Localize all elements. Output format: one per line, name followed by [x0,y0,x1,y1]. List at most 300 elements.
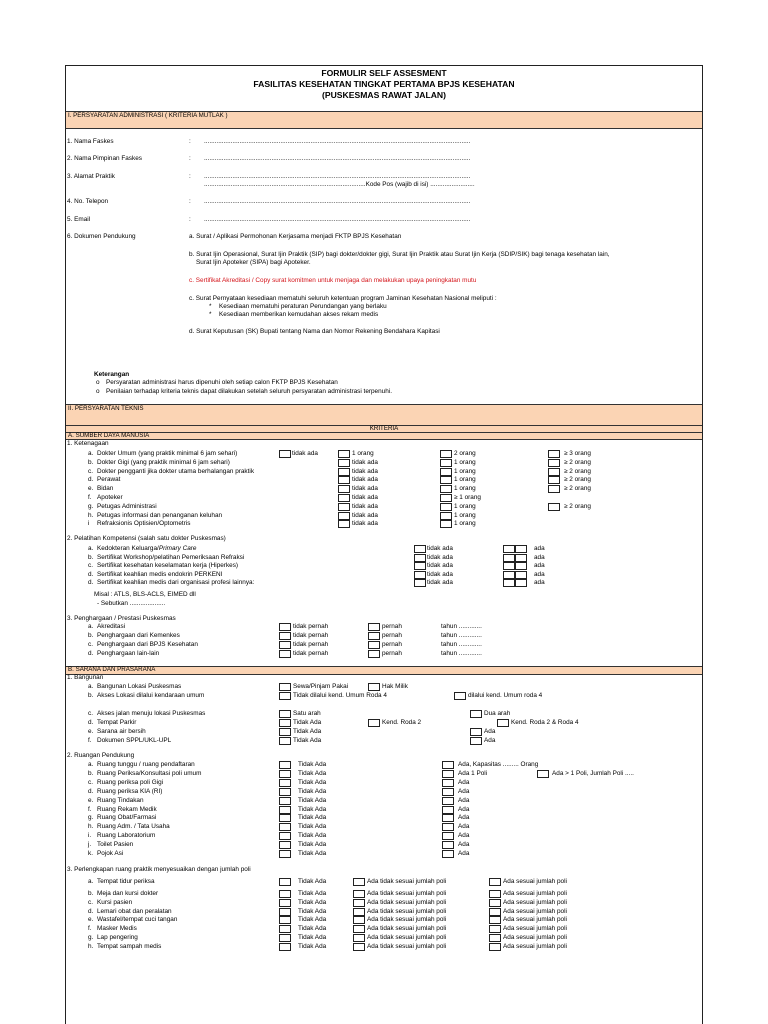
building-option-checkbox[interactable] [279,737,291,745]
dokumen-e: d. Surat Keputusan (SK) Bupati tentang Nama dan Nomor Rekening Bendahara Kapitasi [189,328,440,335]
room-b-multi-checkbox[interactable] [537,770,549,778]
training-option-checkbox[interactable] [515,554,527,562]
staff-option-checkbox[interactable] [338,450,350,458]
equipment-label: Lap pengering [97,934,138,941]
staff-option: ≥ 2 orang [564,468,591,475]
award-option: tidak pernah [293,632,329,639]
training-option: ada [534,579,545,586]
equipment-option-checkbox[interactable] [353,899,365,907]
staff-option-checkbox[interactable] [440,503,452,511]
award-year[interactable]: tahun ............. [441,641,482,648]
staff-option-checkbox[interactable] [440,485,452,493]
staff-option-checkbox[interactable] [338,485,350,493]
room-option-checkbox[interactable] [442,779,454,787]
equipment-option: Tidak Ada [298,934,327,941]
training-option-checkbox[interactable] [503,579,515,587]
dokumen-a: a. Surat / Aplikasi Permohonan Kerjasama menjadi FKTP BPJS Kesehatan [189,233,402,240]
building-letter: d. [88,719,94,726]
dokumen-b: b. Surat Ijin Operasional, Surat Ijin Praktik (SIP) bagi dokter/dokter gigi, Surat Ijin Praktik atau Surat Ijin Kerja (SDIP/SIK) bagi tenaga kesehatan lain, [189,251,610,258]
room-option-checkbox[interactable] [442,850,454,858]
building-option-checkbox[interactable] [279,692,291,700]
equipment-letter: h. [88,943,94,950]
equipment-option: Ada tidak sesuai jumlah poli [367,899,447,906]
room-option-checkbox[interactable] [279,806,291,814]
training-option-checkbox[interactable] [414,562,426,570]
training-label [97,571,222,579]
equipment-option-checkbox[interactable] [489,925,501,933]
section1-title: I. PERSYARATAN ADMINISTRASI ( KRITERIA MUTLAK ) [68,112,228,119]
building-option: Dua arah [484,710,511,717]
equipment-option: Ada tidak sesuai jumlah poli [367,890,447,897]
staff-letter: d. [88,476,94,483]
equipment-option-checkbox[interactable] [353,878,365,886]
staff-option: 1 orang [352,450,374,457]
room-option-checkbox[interactable] [442,823,454,831]
staff-option-checkbox[interactable] [548,459,560,467]
field-colon: : [189,216,191,223]
section1-band [66,111,702,129]
field-input-line[interactable]: ...................................................................................................................................................... [204,138,471,145]
equipment-option-checkbox[interactable] [489,878,501,886]
training-label [97,545,196,553]
room-label: Ruang Laboratorium [97,832,156,839]
staff-letter: g. [88,503,94,510]
staff-option-checkbox[interactable] [338,459,350,467]
field-input-line[interactable]: ...................................................................................................................................................... [204,155,471,162]
staff-option-checkbox[interactable] [338,512,350,520]
award-option: pernah [382,623,402,630]
room-option-checkbox[interactable] [442,797,454,805]
staff-option-checkbox[interactable] [548,476,560,484]
building-option: Satu arah [293,710,321,717]
room-option-checkbox[interactable] [279,841,291,849]
building-option: Sewa/Pinjam Pakai [293,683,349,690]
field-label: 2. Nama Pimpinan Faskes [67,155,142,162]
staff-option: ≥ 1 orang [454,494,481,501]
equipment-option-checkbox[interactable] [353,943,365,951]
section2-band [66,404,702,426]
room-letter: d. [88,788,94,795]
room-option-checkbox[interactable] [279,814,291,822]
equipment-option-checkbox[interactable] [353,908,365,916]
staff-option-checkbox[interactable] [279,450,291,458]
perlengkapan-label: 3. Perlengkapan ruang praktik menyesuaikan dengan jumlah poli [67,866,251,873]
training-option-checkbox[interactable] [503,554,515,562]
equipment-option-checkbox[interactable] [279,934,291,942]
room-label: Ruang Rekam Medik [97,806,157,813]
room-option: Ada [458,850,470,857]
room-label: Ruang periksa poli Gigi [97,779,164,786]
room-option-checkbox[interactable] [442,841,454,849]
staff-option-checkbox[interactable] [338,520,350,528]
equipment-option: Tidak Ada [298,899,327,906]
room-label: Ruang Obat/Farmasi [97,814,157,821]
staff-option: ≥ 2 orang [564,476,591,483]
room-option-checkbox[interactable] [279,823,291,831]
misal-text: Misal : ATLS, BLS-ACLS, EIMED dll [94,591,196,598]
building-option-checkbox[interactable] [454,692,466,700]
equipment-option: Tidak Ada [298,925,327,932]
staff-option-checkbox[interactable] [440,468,452,476]
equipment-option: Tidak Ada [298,916,327,923]
equipment-option-checkbox[interactable] [489,908,501,916]
room-option-checkbox[interactable] [442,761,454,769]
field-input-line[interactable]: ...................................................................................................................................................... [204,198,471,205]
keterangan-bullet-2: o [96,388,100,395]
room-label: Toilet Pasien [97,841,134,848]
equipment-option: Ada tidak sesuai jumlah poli [367,916,447,923]
training-option-checkbox[interactable] [503,562,515,570]
equipment-label: Wastafel/tempat cuci tangan [97,916,178,923]
equipment-option-checkbox[interactable] [279,878,291,886]
equipment-label: Tempat tidur periksa [97,878,155,885]
building-option-checkbox[interactable] [470,737,482,745]
equipment-option-checkbox[interactable] [489,934,501,942]
keterangan-bullet-1: o [96,379,100,386]
staff-label: Dokter Umum (yang praktik minimal 6 jam sehari) [97,450,238,457]
room-option-checkbox[interactable] [279,770,291,778]
training-option-checkbox[interactable] [515,579,527,587]
building-label: Dokumen SPPL/UKL-UPL [97,737,172,744]
room-option: Ada [458,779,470,786]
staff-label: Petugas informasi dan penanganan keluhan [97,512,223,519]
equipment-option: Ada sesuai jumlah poli [503,943,567,950]
training-option-checkbox[interactable] [414,545,426,553]
training-label [97,554,244,562]
award-year[interactable]: tahun ............. [441,650,482,657]
field-label: 1. Nama Faskes [67,138,114,145]
award-letter: c. [88,641,93,648]
equipment-option: Tidak Ada [298,908,327,915]
training-option-checkbox[interactable] [503,545,515,553]
staff-option: 1 orang [454,485,476,492]
training-label-text: Sertifikat keahlian medis endokrin PERKENI [97,571,223,578]
training-option: tidak ada [427,545,453,552]
equipment-option-checkbox[interactable] [353,916,365,924]
building-option-checkbox[interactable] [368,683,380,691]
dokumen-d: c. Surat Pernyataan kesediaan mematuhi seluruh ketentuan program Jaminan Kesehatan Nasional meliputi : [189,295,497,302]
room-option: Tidak Ada [298,850,327,857]
dokumen-d-1: Kesediaan mematuhi peraturan Perundangan yang berlaku [219,303,387,310]
room-label: Pojok Asi [97,850,124,857]
training-label [97,579,254,587]
award-option-checkbox[interactable] [368,623,380,631]
building-option-checkbox[interactable] [470,710,482,718]
staff-option: ≥ 2 orang [564,503,591,510]
bullet-1: * [209,303,212,310]
room-option: Tidak Ada [298,814,327,821]
equipment-label: Lemari obat dan peralatan [97,908,172,915]
room-letter: j. [88,841,92,848]
room-option: Tidak Ada [298,841,327,848]
staff-option-checkbox[interactable] [548,503,560,511]
dokumen-d-2: Kesediaan memberikan kemudahan akses rekam medis [219,311,379,318]
pelatihan-label: 2. Pelatihan Kompetensi (salah satu dokter Puskesmas) [67,535,226,542]
award-option: tidak pernah [293,623,329,630]
building-option: Tidak Ada [293,719,322,726]
equipment-option-checkbox[interactable] [353,934,365,942]
training-option-checkbox[interactable] [515,545,527,553]
equipment-letter: f. [88,925,92,932]
equipment-option-checkbox[interactable] [353,925,365,933]
training-option-checkbox[interactable] [515,571,527,579]
training-option-checkbox[interactable] [414,554,426,562]
building-option: dilalui kend. Umum roda 4 [468,692,543,699]
equipment-option-checkbox[interactable] [489,916,501,924]
building-option-checkbox[interactable] [279,683,291,691]
room-option-checkbox[interactable] [442,770,454,778]
staff-option-checkbox[interactable] [338,503,350,511]
room-option-checkbox[interactable] [279,797,291,805]
training-label [97,562,238,570]
field-input-line[interactable]: ...................................................................................................................................................... [204,216,471,223]
dokumen-label: 6. Dokumen Pendukung [67,233,136,240]
training-option: ada [534,571,545,578]
staff-option: tidak ada [352,485,378,492]
building-option: Kend. Roda 2 & Roda 4 [511,719,579,726]
equipment-label: Kursi pasien [97,899,133,906]
equipment-option: Ada tidak sesuai jumlah poli [367,878,447,885]
building-option-checkbox[interactable] [368,719,380,727]
award-option-checkbox[interactable] [279,641,291,649]
building-label: Akses jalan menuju lokasi Puskesmas [97,710,206,717]
staff-label: Apoteker [97,494,123,501]
staff-label: Refraksionis Optisien/Optometris [97,520,191,527]
training-option: ada [534,562,545,569]
staff-label: Petugas Administrasi [97,503,157,510]
building-letter: e. [88,728,94,735]
award-option-checkbox[interactable] [368,632,380,640]
room-option: Ada [458,814,470,821]
ketenagaan-label: 1. Ketenagaan [67,440,109,447]
equipment-option-checkbox[interactable] [279,916,291,924]
award-option-checkbox[interactable] [279,650,291,658]
dokumen-b-cont: Surat Ijin Apoteker (SIPA) bagi Apoteker. [196,259,311,266]
room-label: Ruang periksa KIA (RI) [97,788,163,795]
training-label-text: Sertifikat kesehatan keselamatan kerja (Hiperkes) [97,562,239,569]
room-option-checkbox[interactable] [442,806,454,814]
staff-option-checkbox[interactable] [548,468,560,476]
staff-letter: a. [88,450,94,457]
room-option: Ada [458,841,470,848]
training-option-checkbox[interactable] [414,579,426,587]
sebutkan-text: - Sebutkan .................... [97,600,166,607]
form-subtitle: FASILITAS KESEHATAN TINGKAT PERTAMA BPJS KESEHATAN [253,79,515,89]
staff-option: tidak ada [352,468,378,475]
award-year[interactable]: tahun ............. [441,623,482,630]
staff-option: tidak ada [352,503,378,510]
award-option-checkbox[interactable] [279,623,291,631]
equipment-letter: e. [88,916,94,923]
staff-option: tidak ada [292,450,318,457]
training-letter: a. [88,545,94,552]
room-option: Ada [458,797,470,804]
staff-option-checkbox[interactable] [548,485,560,493]
room-option: Ada [458,788,470,795]
keterangan-1: Persyaratan administrasi harus dipenuhi oleh setiap calon FKTP BPJS Kesehatan [106,379,338,386]
staff-letter: h. [88,512,94,519]
room-option-checkbox[interactable] [279,761,291,769]
award-option-checkbox[interactable] [279,632,291,640]
room-option: Ada 1 Poli [458,770,488,777]
field-colon: : [189,198,191,205]
equipment-option-checkbox[interactable] [279,925,291,933]
room-option: Tidak Ada [298,788,327,795]
staff-option: tidak ada [352,520,378,527]
room-option: Ada [458,806,470,813]
building-option: Ada [484,728,496,735]
equipment-label: Meja dan kursi dokter [97,890,159,897]
award-letter: a. [88,623,94,630]
keterangan-2: Penilaian terhadap kriteria teknis dapat dilakukan setelah seluruh persyaratan administrasi terpenuhi. [106,388,392,395]
building-option-checkbox[interactable] [279,710,291,718]
award-label: Penghargaan lain-lain [97,650,160,657]
staff-option-checkbox[interactable] [338,494,350,502]
building-option-checkbox[interactable] [497,719,509,727]
building-option: Ada [484,737,496,744]
award-label: Penghargaan dari Kemenkes [97,632,180,639]
equipment-option-checkbox[interactable] [279,899,291,907]
staff-option: tidak ada [352,494,378,501]
field-label: 4. No. Telepon [67,198,109,205]
staff-letter: b. [88,459,94,466]
building-option-checkbox[interactable] [279,719,291,727]
building-letter: f. [88,737,92,744]
room-label: Ruang tunggu / ruang pendaftaran [97,761,195,768]
building-letter: b. [88,692,94,699]
room-label: Ruang Tindakan [97,797,144,804]
room-option-checkbox[interactable] [279,850,291,858]
building-option-checkbox[interactable] [279,728,291,736]
equipment-letter: b. [88,890,94,897]
staff-option-checkbox[interactable] [440,494,452,502]
award-option-checkbox[interactable] [368,641,380,649]
training-option-checkbox[interactable] [414,571,426,579]
training-label-text: Kedokteran Keluarga/ [97,545,159,552]
staff-option-checkbox[interactable] [440,450,452,458]
staff-option-checkbox[interactable] [338,476,350,484]
staff-option-checkbox[interactable] [440,520,452,528]
equipment-option-checkbox[interactable] [489,899,501,907]
bullet-2: * [209,311,212,318]
equipment-option-checkbox[interactable] [279,908,291,916]
staff-option-checkbox[interactable] [338,468,350,476]
staff-option: 1 orang [454,520,476,527]
room-option-checkbox[interactable] [279,779,291,787]
dokumen-c: c. Sertifikat Akreditasi / Copy surat komitmen untuk menjaga dan melakukan upaya peningkatan mutu [189,277,477,284]
staff-label: Dokter pengganti jika dokter utama berhalangan praktik [97,468,255,475]
training-label-italic: Primary Care [158,545,197,552]
ruangan-label: 2. Ruangan Pendukung [67,752,135,759]
staff-option: ≥ 2 orang [564,485,591,492]
staff-option: 1 orang [454,476,476,483]
equipment-label: Tempat sampah medis [97,943,162,950]
equipment-option-checkbox[interactable] [489,890,501,898]
building-option: Tidak Ada [293,728,322,735]
form-document [65,65,703,1024]
room-option: Ada [458,823,470,830]
equipment-option-checkbox[interactable] [353,890,365,898]
staff-option-checkbox[interactable] [440,512,452,520]
staff-label: Perawat [97,476,121,483]
sdm-title: A. SUMBER DAYA MANUSIA [68,432,150,439]
staff-option: 1 orang [454,468,476,475]
kriteria-label: KRITERIA [369,425,399,432]
equipment-option-checkbox[interactable] [279,943,291,951]
building-option: Kend. Roda 2 [382,719,422,726]
room-option-checkbox[interactable] [442,814,454,822]
staff-option-checkbox[interactable] [440,459,452,467]
staff-label: Bidan [97,485,114,492]
room-option-checkbox[interactable] [279,788,291,796]
building-label: Sarana air bersih [97,728,146,735]
room-option: Tidak Ada [298,797,327,804]
staff-option-checkbox[interactable] [548,450,560,458]
staff-option: tidak ada [352,512,378,519]
training-letter: c. [88,562,93,569]
field-label: 5. Email [67,216,91,223]
equipment-option: Ada tidak sesuai jumlah poli [367,943,447,950]
equipment-option: Ada sesuai jumlah poli [503,899,567,906]
award-option: pernah [382,650,402,657]
field-input-line[interactable]: ...................................................................................................................................................... [204,173,471,180]
equipment-option: Ada tidak sesuai jumlah poli [367,925,447,932]
equipment-option: Ada sesuai jumlah poli [503,925,567,932]
equipment-option: Tidak Ada [298,890,327,897]
equipment-option: Ada sesuai jumlah poli [503,916,567,923]
sdm-band [66,432,702,440]
room-letter: e. [88,797,94,804]
staff-letter: c. [88,468,93,475]
staff-option: 2 orang [454,450,476,457]
award-letter: b. [88,632,94,639]
building-label: Tempat Parkir [97,719,137,726]
equipment-option-checkbox[interactable] [279,890,291,898]
room-letter: a. [88,761,94,768]
room-option-checkbox[interactable] [442,832,454,840]
field-colon: : [189,138,191,145]
room-option-checkbox[interactable] [279,832,291,840]
award-label: Penghargaan dari BPJS Kesehatan [97,641,198,648]
equipment-option: Ada sesuai jumlah poli [503,934,567,941]
building-option-checkbox[interactable] [470,728,482,736]
staff-letter: i [88,520,90,527]
room-letter: g. [88,814,94,821]
room-letter: b. [88,770,94,777]
training-letter: d. [88,571,94,578]
kodepos-line[interactable]: ...........................................................................................Kode Pos (wajib di isi) ......................... [204,181,475,188]
form-subtitle-2: (PUSKESMAS RAWAT JALAN) [322,90,446,100]
room-option-checkbox[interactable] [442,788,454,796]
award-letter: d. [88,650,94,657]
award-year[interactable]: tahun ............. [441,632,482,639]
award-option-checkbox[interactable] [368,650,380,658]
room-option: Tidak Ada [298,806,327,813]
training-option-checkbox[interactable] [503,571,515,579]
room-option: Tidak Ada [298,823,327,830]
equipment-option-checkbox[interactable] [489,943,501,951]
equipment-option: Ada tidak sesuai jumlah poli [367,908,447,915]
training-option-checkbox[interactable] [515,562,527,570]
building-option: Hak Milik [382,683,408,690]
field-label: 3. Alamat Praktik [67,173,115,180]
staff-option-checkbox[interactable] [440,476,452,484]
staff-option: 1 orang [454,503,476,510]
room-letter: c. [88,779,93,786]
equipment-letter: g. [88,934,94,941]
room-label: Ruang Periksa/Konsultasi poli umum [97,770,202,777]
form-title: FORMULIR SELF ASSESMENT [321,68,447,78]
